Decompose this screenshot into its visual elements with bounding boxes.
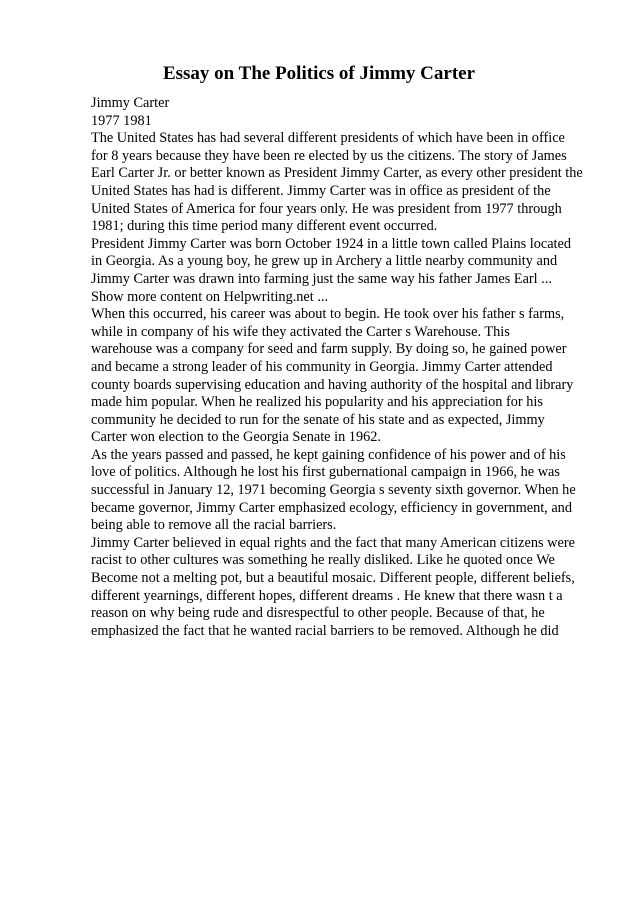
text-line: warehouse was a company for seed and farm supply. By doing so, he gained power bbox=[91, 341, 567, 358]
text-line: emphasized the fact that he wanted racial barriers to be removed. Although he did bbox=[91, 622, 559, 639]
text-line: and became a strong leader of his community in Georgia. Jimmy Carter attended bbox=[91, 358, 553, 375]
text-line: Earl Carter Jr. or better known as President Jimmy Carter, as every other president the bbox=[91, 165, 583, 182]
text-line: As the years passed and passed, he kept gaining confidence of his power and of his bbox=[91, 446, 566, 463]
text-line: United States has had is different. Jimmy Carter was in office as president of the bbox=[91, 182, 551, 199]
text-line: became governor, Jimmy Carter emphasized ecology, efficiency in government, and bbox=[91, 499, 572, 516]
text-line: Show more content on Helpwriting.net ... bbox=[91, 288, 329, 305]
text-line: Jimmy Carter bbox=[91, 95, 170, 111]
text-line: community he decided to run for the senate of his state and as expected, Jimmy bbox=[91, 411, 545, 428]
text-line: being able to remove all the racial barriers. bbox=[91, 517, 337, 534]
text-line: United States of America for four years only. He was president from 1977 through bbox=[91, 200, 562, 217]
text-line: Become not a melting pot, but a beautiful mosaic. Different people, different beliefs, bbox=[91, 570, 575, 587]
text-line: President Jimmy Carter was born October 1924 in a little town called Plains located bbox=[91, 235, 572, 252]
text-line: county boards supervising education and having authority of the hospital and library bbox=[91, 376, 574, 393]
text-line: The United States has had several different presidents of which have been in office bbox=[91, 130, 565, 147]
document-body bbox=[91, 95, 611, 640]
text-line: Jimmy Carter believed in equal rights and the fact that many American citizens were bbox=[91, 534, 575, 551]
text-line: 1977 1981 bbox=[91, 112, 152, 129]
text-line: made him popular. When he realized his popularity and his appreciation for his bbox=[91, 394, 543, 411]
text-line: in Georgia. As a young boy, he grew up in Archery a little nearby community and bbox=[91, 253, 558, 270]
text-line: successful in January 12, 1971 becoming Georgia s seventy sixth governor. When he bbox=[91, 482, 576, 499]
text-line: different yearnings, different hopes, different dreams . He knew that there wasn t a bbox=[91, 587, 563, 604]
text-line: Jimmy Carter was drawn into farming just the same way his father James Earl ... bbox=[91, 270, 552, 287]
text-line: Carter won election to the Georgia Senate in 1962. bbox=[91, 429, 381, 446]
text-line: while in company of his wife they activated the Carter s Warehouse. This bbox=[91, 323, 510, 340]
text-line: for 8 years because they have been re elected by us the citizens. The story of James bbox=[91, 147, 567, 164]
text-line: reason on why being rude and disrespectful to other people. Because of that, he bbox=[91, 605, 545, 622]
text-line: When this occurred, his career was about to begin. He took over his father s farms, bbox=[91, 306, 565, 323]
text-line: racist to other cultures was something he really disliked. Like he quoted once We bbox=[91, 552, 555, 569]
document-title: Essay on The Politics of Jimmy Carter bbox=[162, 63, 476, 84]
text-line: love of politics. Although he lost his first gubernational campaign in 1966, he was bbox=[91, 464, 560, 481]
text-line: 1981; during this time period many different event occurred. bbox=[91, 218, 438, 235]
